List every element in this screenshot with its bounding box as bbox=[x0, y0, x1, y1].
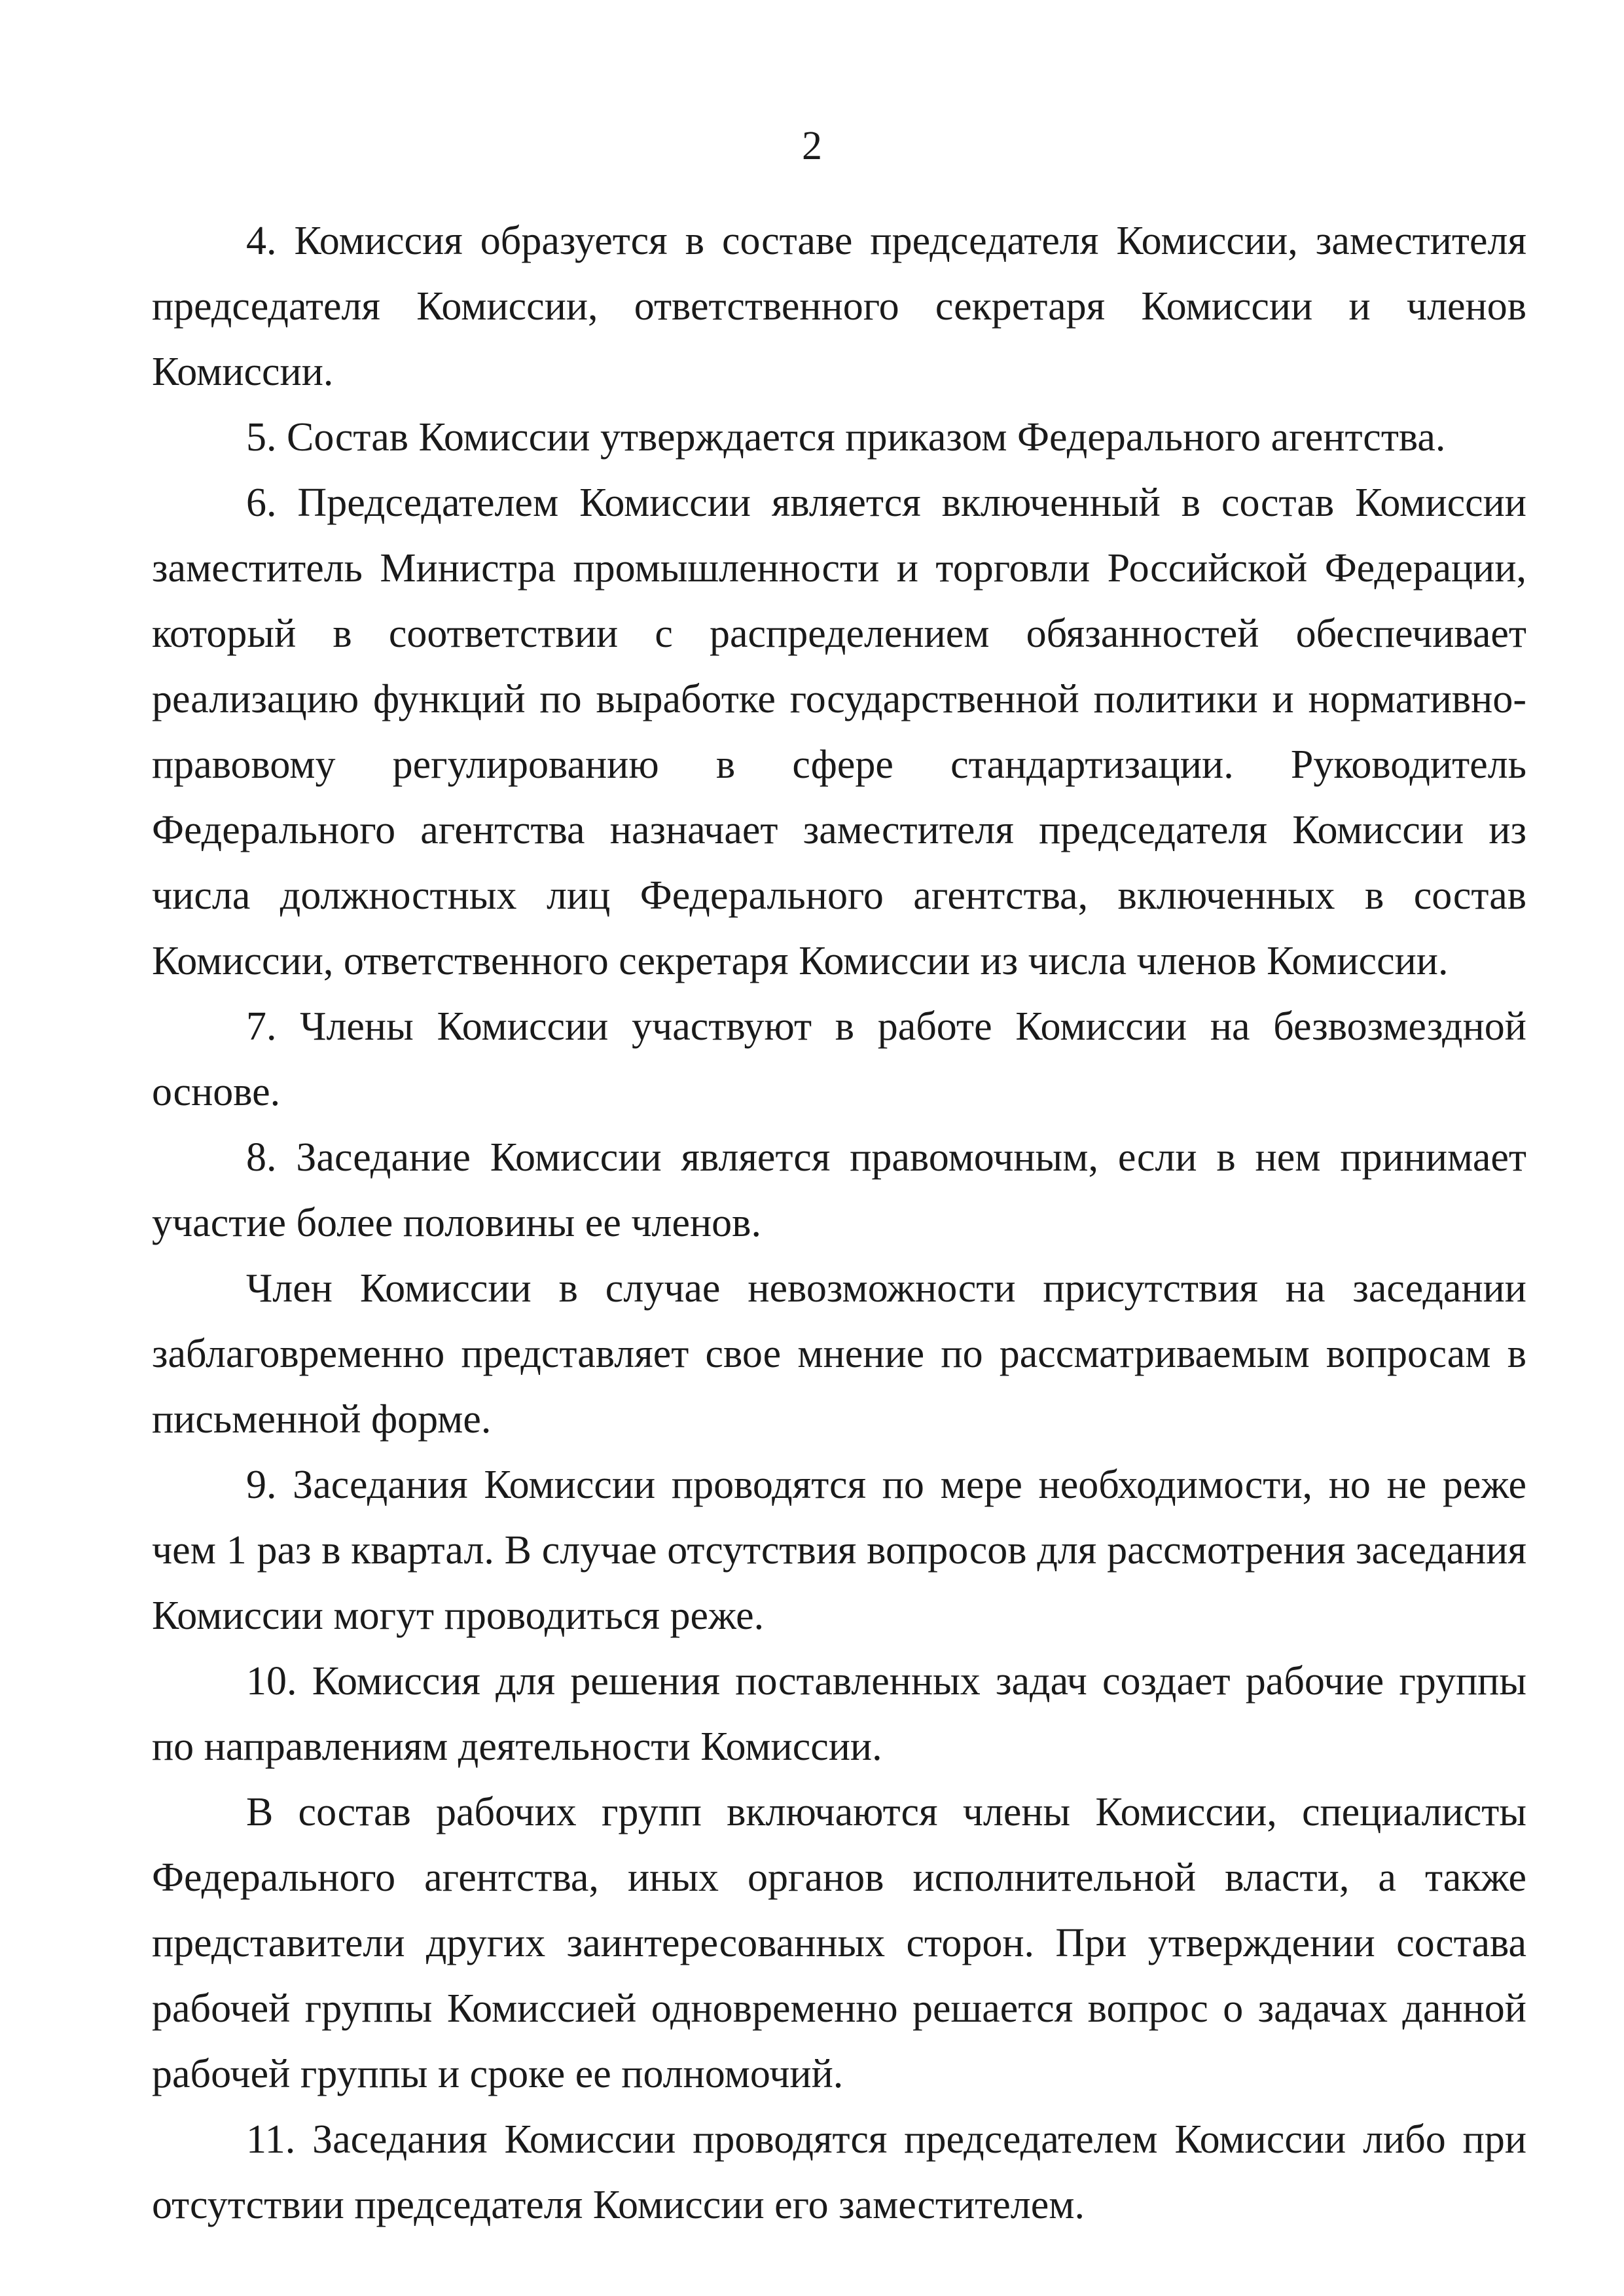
paragraph-item-10: 10. Комиссия для решения поставленных задач создает рабочие группы по направлениям деятельности Комиссии. bbox=[152, 1659, 1526, 1769]
paragraph-item-8: 8. Заседание Комиссии является правомочным, если в нем принимает участие более половины ее членов. bbox=[152, 1135, 1526, 1245]
paragraph-item-11: 11. Заседания Комиссии проводятся председателем Комиссии либо при отсутствии председателя Комиссии его заместителем. bbox=[152, 2117, 1526, 2227]
paragraph-item-6: 6. Председателем Комиссии является включенный в состав Комиссии заместитель Министра промышленности и торговли Российской Федерации, который в соответствии с распределением обязанностей обеспечивает реализацию функций по выработке государственной политики и нормативно-правовому регулированию в сфере стандартизации. Руководитель Федерального агентства назначает заместителя председателя Комиссии из числа должностных лиц Федерального агентства, включенных в состав Комиссии, ответственного секретаря Комиссии из числа членов Комиссии. bbox=[152, 481, 1526, 983]
page-number: 2 bbox=[802, 124, 822, 168]
paragraph-item-8-continued: Член Комиссии в случае невозможности присутствия на заседании заблаговременно представляет свое мнение по рассматриваемым вопросам в письменной форме. bbox=[152, 1266, 1526, 1442]
paragraph-item-10-continued: В состав рабочих групп включаются члены Комиссии, специалисты Федерального агентства, иных органов исполнительной власти, а также представители других заинтересованных сторон. При утверждении состава рабочей группы Комиссией одновременно решается вопрос о задачах данной рабочей группы и сроке ее полномочий. bbox=[152, 1790, 1526, 2096]
paragraph-item-4: 4. Комиссия образуется в составе председателя Комиссии, заместителя председателя Комиссии, ответственного секретаря Комиссии и членов Комиссии. bbox=[152, 219, 1526, 394]
paragraph-item-7: 7. Члены Комиссии участвуют в работе Комиссии на безвозмездной основе. bbox=[152, 1004, 1526, 1114]
paragraph-item-9: 9. Заседания Комиссии проводятся по мере необходимости, но не реже чем 1 раз в квартал. В случае отсутствия вопросов для рассмотрения заседания Комиссии могут проводиться реже. bbox=[152, 1463, 1526, 1638]
document-body bbox=[152, 208, 1526, 2238]
paragraph-item-5: 5. Состав Комиссии утверждается приказом Федерального агентства. bbox=[246, 415, 1446, 460]
